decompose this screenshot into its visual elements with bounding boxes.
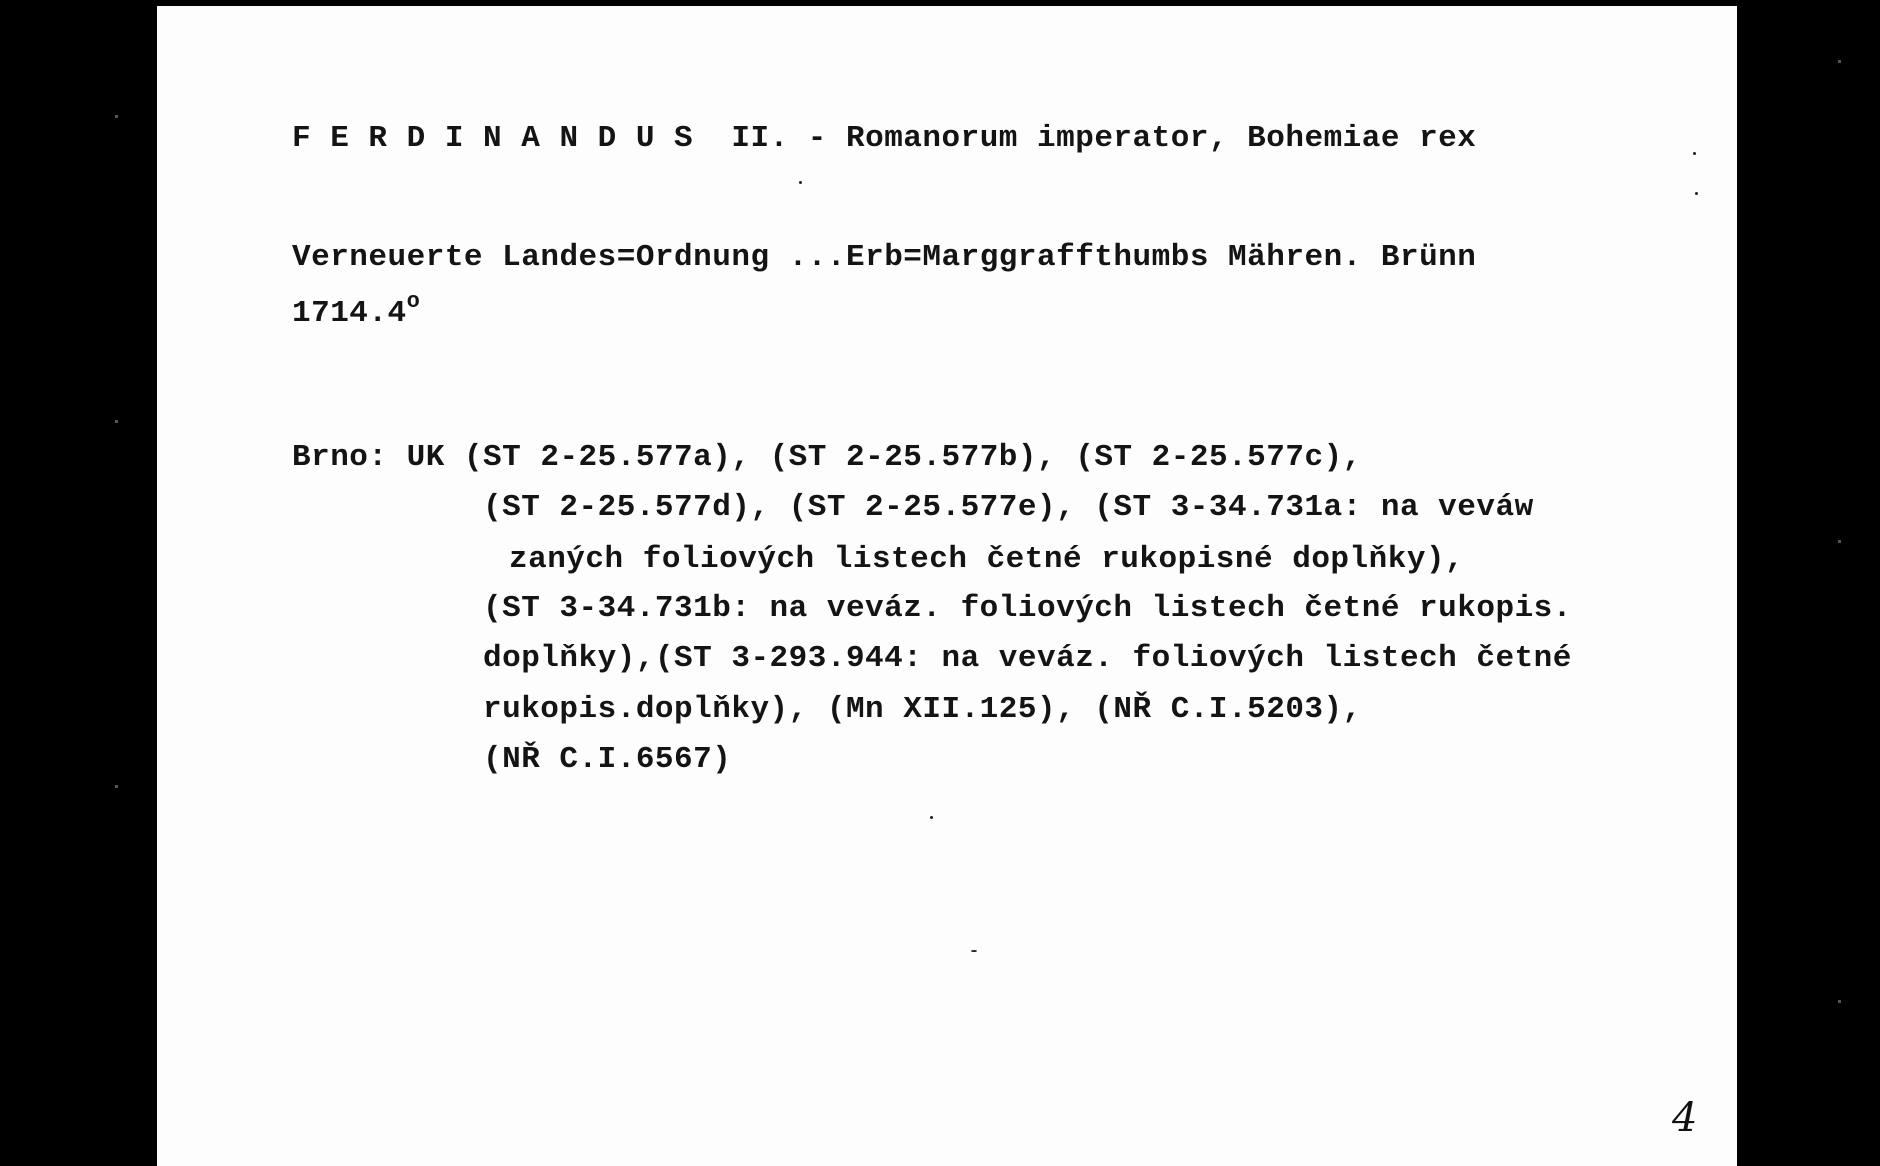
scan-speck (1695, 192, 1698, 195)
scan-edge-dot (115, 115, 118, 118)
holdings-line-3: zaných foliových listech četné rukopisné doplňky), (509, 542, 1465, 577)
scan-edge-dot (115, 785, 118, 788)
imprint-year-format: 1714.4 (292, 296, 407, 331)
holdings-line-7: (NŘ C.I.6567) (483, 742, 732, 777)
card-heading: F E R D I N A N D U S II. - Romanorum imperator, Bohemiae rex (292, 121, 1477, 156)
scan-speck (1693, 152, 1696, 155)
scan-speck (799, 181, 802, 184)
catalog-card (157, 6, 1737, 1166)
corner-mark: 4 (1672, 1095, 1698, 1141)
title-line-1: Verneuerte Landes=Ordnung ...Erb=Marggraffthumbs Mähren. Brünn (292, 240, 1477, 275)
scan-edge-dot (1838, 540, 1841, 543)
holdings-line-1: Brno: UK (ST 2-25.577a), (ST 2-25.577b), (ST 2-25.577c), (292, 440, 1362, 475)
scan-speck (930, 816, 933, 819)
holdings-line-4: (ST 3-34.731b: na veváz. foliových listech četné rukopis. (483, 591, 1572, 626)
holdings-line-5: doplňky),(ST 3-293.944: na veváz. foliových listech četné (483, 641, 1572, 676)
holdings-line-2: (ST 2-25.577d), (ST 2-25.577e), (ST 3-34.731a: na veváw (483, 490, 1534, 525)
format-superscript: o (406, 289, 421, 314)
scan-edge-dot (1838, 60, 1841, 63)
scan-edge-dot (115, 420, 118, 423)
scan-edge-dot (1838, 1000, 1841, 1003)
scan-speck (971, 950, 977, 952)
holdings-line-6: rukopis.doplňky), (Mn XII.125), (NŘ C.I.5203), (483, 692, 1362, 727)
title-line-2 (292, 289, 421, 333)
